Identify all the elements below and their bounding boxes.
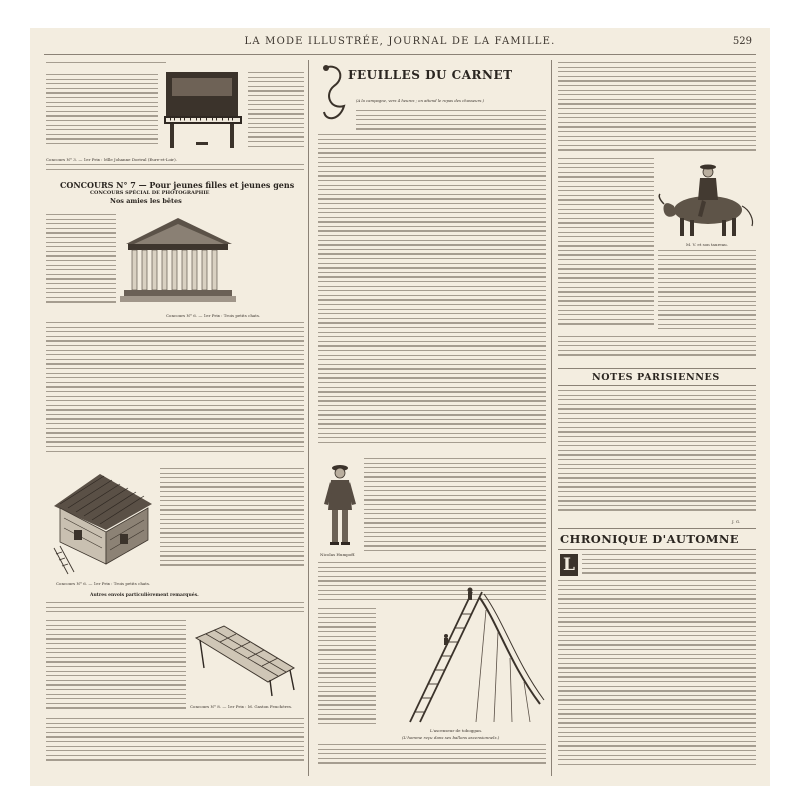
notes-signature: J. G.: [732, 519, 741, 524]
notes-parisiennes-title: NOTES PARISIENNES: [592, 372, 720, 383]
temple-illustration: [120, 214, 236, 310]
text-block-chronique-first: [582, 554, 756, 578]
text-block-right-mid: [558, 336, 756, 364]
text-block-beside-chair: [46, 620, 186, 716]
text-block-beside-slide: [318, 608, 376, 732]
caption-toboggan: L'ascenseur de toboggan.: [430, 728, 483, 733]
text-block-results: [46, 602, 304, 616]
caption-bull: M. V. et son taureau.: [686, 242, 729, 247]
text-block-notes: [558, 390, 756, 518]
caption-toboggan-note: (L'homme reçu dans ses ballons ascensionnels.): [402, 735, 500, 740]
column-divider-right: [551, 60, 552, 776]
toboggan-illustration: [380, 584, 546, 724]
text-block-chronique: [558, 580, 756, 770]
text-block-feuilles-top: [356, 110, 546, 132]
text-block-beside-bull: [558, 158, 654, 334]
text-block-beside-piano: [46, 74, 158, 152]
chronique-rule-bottom: [558, 549, 756, 550]
feuilles-intro: (A la campagne, vers 4 heures ; on attend le repas des chasseurs.): [356, 98, 485, 103]
text-block-bottom-left: [46, 718, 304, 764]
rider-on-bull-illustration: [658, 160, 758, 240]
prize-list: [46, 322, 304, 458]
text-block-right-top: [558, 62, 756, 156]
piano-illustration: [162, 66, 244, 152]
text-block-right-of-piano: [248, 72, 304, 154]
chronique-rule-top: [558, 528, 756, 529]
text-block-bottom-middle: [318, 744, 546, 768]
newspaper-page: [30, 28, 770, 786]
chronique-title: CHRONIQUE D'AUTOMNE: [560, 532, 739, 546]
feuilles-ornament: [320, 60, 350, 130]
concours-heading: CONCOURS N° 7 — Pour jeunes filles et jeunes gens: [60, 180, 295, 190]
text-block-beside-man: [364, 458, 546, 558]
text-block-top-left: [46, 62, 166, 70]
caption-man: Nicolas Humpoff.: [320, 552, 356, 557]
page-header: [30, 36, 770, 54]
caption-temple: Concours N° 6. — 1er Prix : Trois petits chats.: [166, 313, 261, 318]
caption-chalet: Concours N° 6. — 1er Prix : Trois petits chats.: [56, 581, 151, 586]
concours-theme: Nos amies les bêtes: [110, 197, 182, 205]
text-block-beside-temple: [46, 214, 116, 310]
caption-piano: Concours N° 3. — 1er Prix : Mlle Johanne Dorival (Eure-et-Loir).: [46, 157, 177, 162]
results-heading: Autres envois particulièrement remarqués.: [90, 593, 199, 598]
deck-chair-illustration: [190, 620, 300, 700]
text-block-below-bull: [658, 250, 756, 336]
text-block-beside-chalet: [160, 468, 304, 574]
header-rule: [44, 54, 756, 55]
notes-rule-bottom: [558, 385, 756, 386]
notes-rule-top: [558, 368, 756, 369]
feuilles-title: FEUILLES DU CARNET: [348, 68, 513, 82]
journal-title: LA MODE ILLUSTRÉE, JOURNAL DE LA FAMILLE.: [244, 36, 556, 47]
standing-man-illustration: [322, 460, 358, 548]
concours-subheading: CONCOURS SPÉCIAL DE PHOTOGRAPHIE: [90, 190, 210, 196]
text-block-feuilles-dialogue: [318, 134, 546, 452]
column-divider-left: [308, 60, 309, 776]
chalet-illustration: [50, 468, 156, 578]
chronique-drop-cap: L: [560, 554, 578, 576]
caption-deck-chair: Concours N° 8. — 1er Prix : M. Gaston Feuchères.: [190, 704, 293, 709]
text-block-after-piano: [46, 164, 304, 178]
page-number: 529: [732, 36, 752, 47]
